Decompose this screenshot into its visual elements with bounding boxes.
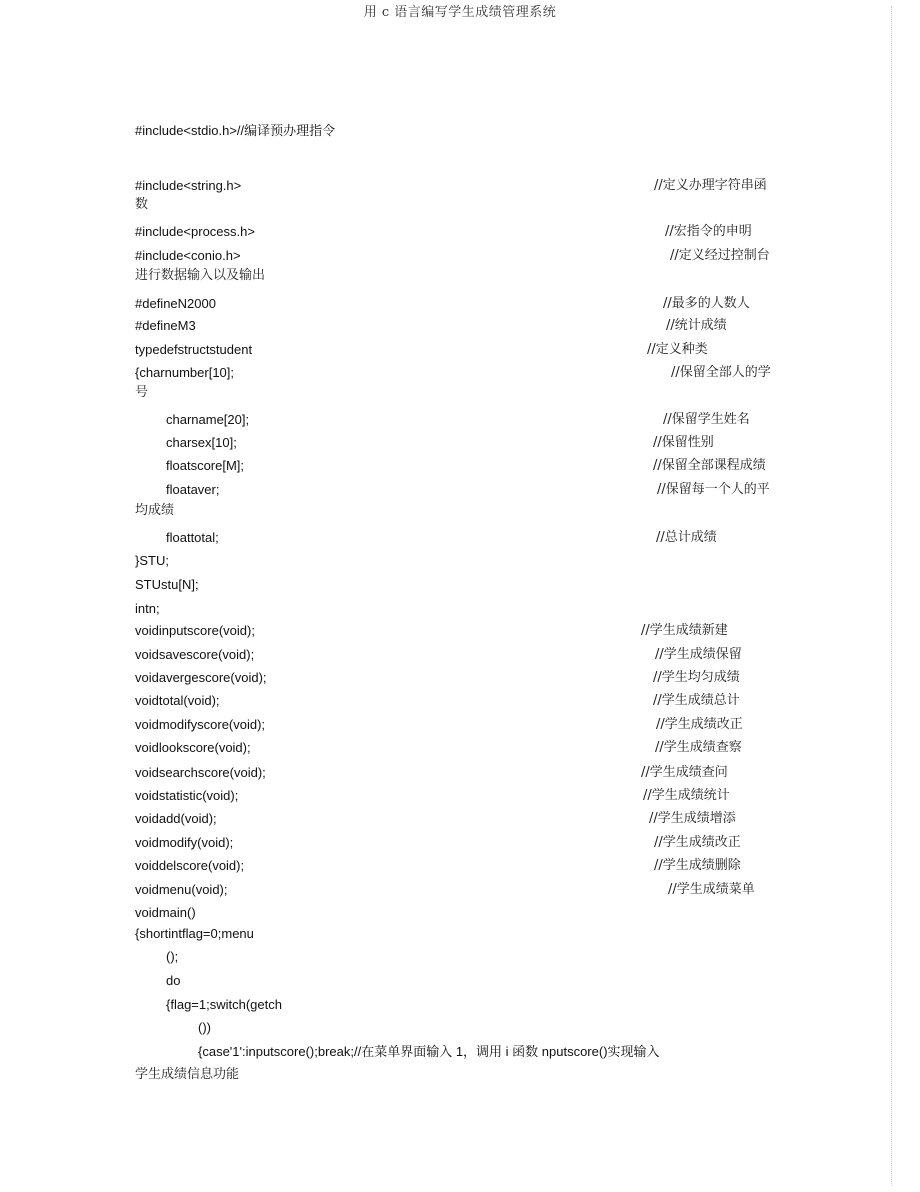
- code-comment: //学生成绩查察: [655, 740, 742, 755]
- code-line: floataver;: [166, 482, 220, 497]
- code-line: ();: [166, 949, 179, 964]
- code-line: voiddelscore(void);: [135, 858, 245, 873]
- page-edge-divider: [891, 6, 892, 1186]
- code-line: voidmenu(void);: [135, 882, 228, 897]
- code-line: voidmodifyscore(void);: [135, 717, 266, 732]
- code-comment: //保留全部课程成绩: [653, 458, 766, 473]
- comment-continuation: 数: [135, 197, 149, 212]
- code-line: {charnumber[10];: [135, 365, 235, 380]
- code-line: voidadd(void);: [135, 811, 217, 826]
- code-comment: //保留每一个人的平: [657, 482, 770, 497]
- code-line: voidinputscore(void);: [135, 623, 255, 638]
- code-line: {case'1':inputscore();break;//在菜单界面输入 1，调用 i 函数 nputscore()实现输入: [198, 1044, 660, 1059]
- code-comment: //学生成绩改正: [654, 835, 741, 850]
- code-line: typedefstructstudent: [135, 342, 253, 357]
- code-line: charname[20];: [166, 412, 250, 427]
- code-comment: //学生成绩查问: [641, 765, 728, 780]
- code-comment: //学生成绩统计: [643, 788, 730, 803]
- comment-continuation: 学生成绩信息功能: [135, 1067, 240, 1082]
- code-comment: //宏指令的申明: [665, 224, 752, 239]
- code-line: voidstatistic(void);: [135, 788, 239, 803]
- code-line: STUstu[N];: [135, 577, 199, 592]
- code-line: #include<stdio.h>//编译预办理指令: [135, 123, 336, 138]
- code-comment: //最多的人数人: [663, 296, 750, 311]
- code-line: #include<string.h>: [135, 178, 242, 193]
- code-line: do: [166, 973, 181, 988]
- code-line: }STU;: [135, 553, 169, 568]
- code-comment: //总计成绩: [656, 530, 717, 545]
- code-line: #include<process.h>: [135, 224, 255, 239]
- code-line: voidmain(): [135, 905, 196, 920]
- code-comment: //定义经过控制台: [670, 248, 770, 263]
- code-comment: //定义办理字符串函: [654, 178, 767, 193]
- code-line: voidmodify(void);: [135, 835, 234, 850]
- code-comment: //保留学生姓名: [663, 412, 750, 427]
- code-line: #include<conio.h>: [135, 248, 241, 263]
- code-line: voidsavescore(void);: [135, 647, 255, 662]
- comment-continuation: 均成绩: [135, 503, 175, 518]
- code-line: floattotal;: [166, 530, 219, 545]
- code-comment: //定义种类: [647, 342, 708, 357]
- code-comment: //学生成绩新建: [641, 623, 728, 638]
- code-line: voidlookscore(void);: [135, 740, 251, 755]
- code-line: {shortintflag=0;menu: [135, 926, 254, 941]
- code-comment: //学生成绩菜单: [668, 882, 755, 897]
- comment-continuation: 进行数据输入以及输出: [135, 268, 266, 283]
- code-line: #defineN2000: [135, 296, 216, 311]
- comment-continuation: 号: [135, 385, 149, 400]
- code-line: voidtotal(void);: [135, 693, 220, 708]
- document-header: 用 c 语言编写学生成绩管理系统: [363, 5, 557, 20]
- code-comment: //统计成绩: [666, 318, 727, 333]
- code-line: charsex[10];: [166, 435, 237, 450]
- code-comment: //保留全部人的学: [671, 365, 771, 380]
- code-line: #defineM3: [135, 318, 196, 333]
- code-comment: //学生成绩保留: [655, 647, 742, 662]
- code-line: intn;: [135, 601, 160, 616]
- code-line: ()): [198, 1020, 211, 1035]
- code-comment: //学生成绩改正: [656, 717, 743, 732]
- code-comment: //保留性别: [653, 435, 714, 450]
- code-comment: //学生成绩总计: [653, 693, 740, 708]
- code-line: voidsearchscore(void);: [135, 765, 266, 780]
- code-comment: //学生成绩删除: [654, 858, 741, 873]
- code-comment: //学生成绩增添: [649, 811, 736, 826]
- code-line: floatscore[M];: [166, 458, 245, 473]
- code-line: {flag=1;switch(getch: [166, 997, 282, 1012]
- code-line: voidavergescore(void);: [135, 670, 267, 685]
- code-comment: //学生均匀成绩: [653, 670, 740, 685]
